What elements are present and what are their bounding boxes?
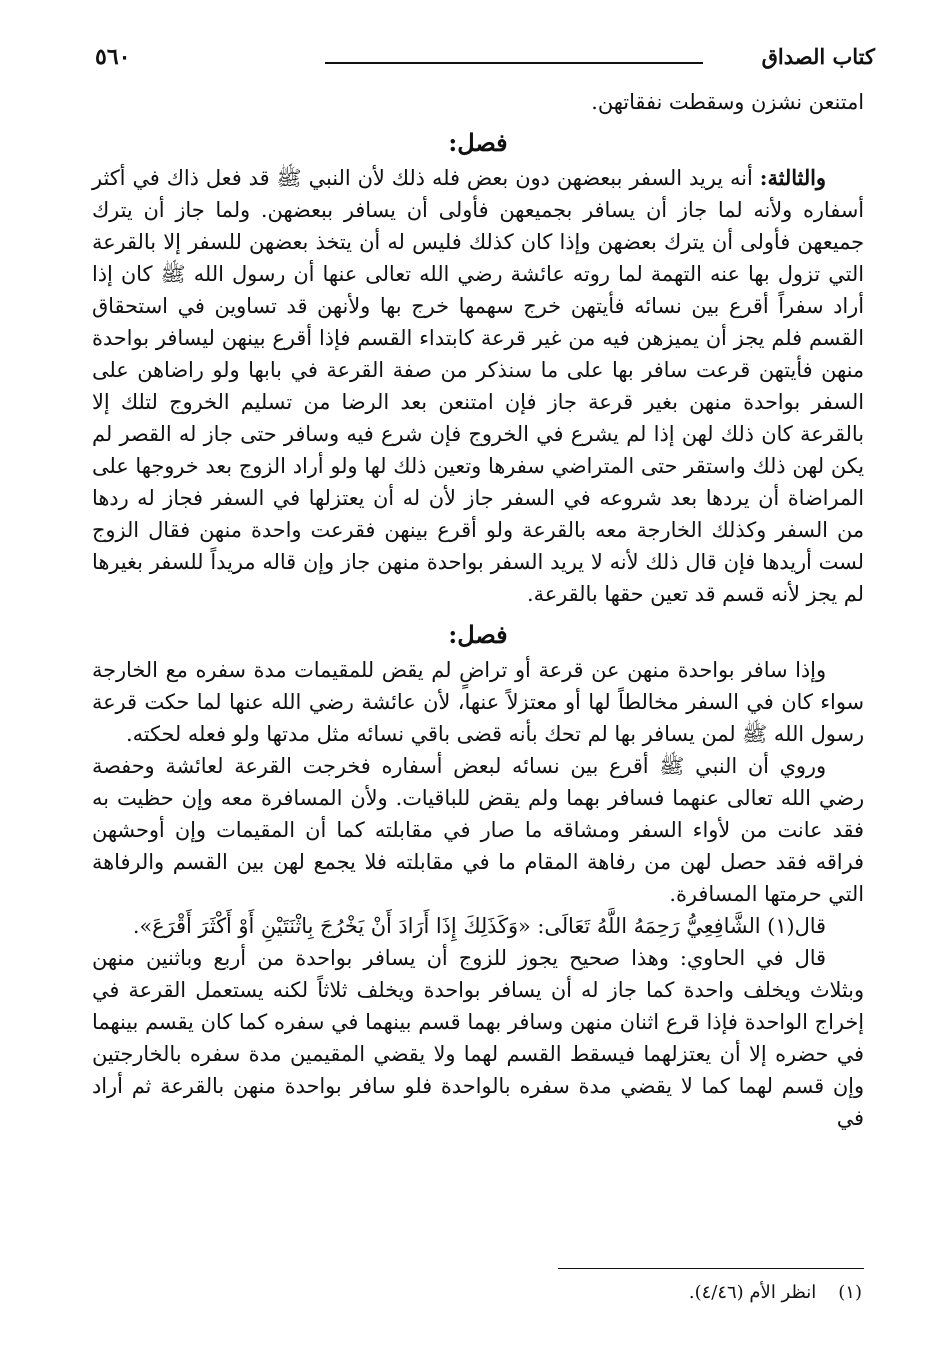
footnote xyxy=(400,1280,862,1306)
footnote-text: انظر الأم (٤/٤٦). xyxy=(688,1282,817,1303)
quoted-text: قال(١) الشَّافِعِيُّ رَحِمَهُ اللَّهُ تَعَالَى: «وَكَذَلِكَ إِذَا أَرَادَ أَنْ يَخْرُجَ بِاثْنَتَيْنِ أَوْ أَكْثَرَ أَقْرَعَ». xyxy=(132,914,826,938)
main-text xyxy=(92,86,864,1134)
page-number: ٥٦٠ xyxy=(95,44,131,70)
footnote-marker: (١) xyxy=(838,1282,862,1303)
paragraph: وروي أن النبي ﷺ أقرع بين نسائه لبعض أسفاره فخرجت القرعة لعائشة وحفصة رضي الله تعالى عنهما فسافر بهما ولم يقض للباقيات. ولأن المسافرة معه وإن حظيت به فقد عانت من لأواء السفر ومشاقه ما صار في مقابلته كما أن المقيمات وإن أوحشهن فراقه فقد حصل لهن من رفاهة المقام ما في مقابلته فلا يجمع لهن بين القسم والرفاهة التي حرمتها المسافرة. xyxy=(92,754,864,906)
paragraph: وإذا سافر بواحدة منهن عن قرعة أو تراضٍ لم يقض للمقيمات مدة سفره مع الخارجة سواء كان في السفر مخالطاً لها أو معتزلاً عنها، لأن عائشة رضي الله عنها لما حكت قرعة رسول الله ﷺ لمن يسافر بها لم تحك بأنه قضى باقي نسائه مثل مدتها ولو فعله لحكته. xyxy=(92,658,864,746)
page-header xyxy=(95,40,875,80)
section-title: فصل: xyxy=(448,128,508,157)
header-rule xyxy=(325,62,703,64)
paragraph xyxy=(92,162,864,610)
paragraph-text: أنه يريد السفر ببعضهن دون بعض فله ذلك لأن النبي ﷺ قد فعل ذاك في أكثر أسفاره ولأنه لما جاز أن يسافر بجميعهن فأولى أن يسافر ببعضهن. ولما جاز أن يترك جميعهن فأولى أن يترك بعضهن وإذا كان كذلك فليس له أن يتخذ بعضهن للسفر إلا بالقرعة التي تزول بها عنه التهمة لما روته عائشة رضي الله تعالى عنها أن رسول الله ﷺ كان إذا أراد سفراً أقرع بين نسائه فأيتهن خرج سهمها خرج بها ولأنهن قد تساوين في استحقاق القسم فلم يجز أن يميزهن فيه من غير قرعة كابتداء القسم فإذا أقرع بينهن ليسافر بواحدة منهن فأيتهن قرعت سافر بها على ما سنذكر من صفة القرعة في بابها ولو راضاهن على السفر بواحدة منهن بغير قرعة جاز فإن امتنعن بعد الرضا من تسليم الخروج لتلك إلا بالقرعة كان ذلك لهن إذا لم يشرع في الخروج فإن شرع فيه وسافر حتى جاز له القصر لم يكن لهن ذلك واستقر حتى المتراضي سفرها وتعين ذلك لها ولو أراد الزوج بعد خروجها على المراضاة أن يردها بعد شروعه في السفر جاز لأن له أن يعتزلها في السفر فجاز له ردها من السفر وكذلك الخارجة معه بالقرعة ولو أقرع بينهن فقرعت واحدة منهن فقال الزوج لست أريدها فإن قال ذلك لأنه لا يريد السفر بواحدة منهن جاز وإن قاله مريداً للسفر بغيرها لم يجز لأنه قسم قد تعين حقها بالقرعة. xyxy=(92,166,864,606)
paragraph-continuation: امتنعن نشزن وسقطت نفقاتهن. xyxy=(591,90,864,114)
book-title: كتاب الصداق xyxy=(761,44,875,69)
lead-word: والثالثة: xyxy=(759,165,826,190)
footnote-rule xyxy=(558,1268,864,1269)
section-title: فصل: xyxy=(448,620,508,649)
paragraph: قال في الحاوي: وهذا صحيح يجوز للزوج أن يسافر بواحدة من أربع وباثنين منهن وبثلاث ويخلف واحدة كما جاز له أن يسافر بواحدة ويخلف ثلاثاً لكنه يستعمل القرعة في إخراج الواحدة فإذا قرع اثنان منهن وسافر بهما قسم بينهما في سفره كما كان يقسم بينهما في حضره إلا أن يعتزلهما فيسقط القسم لهما ولا يقضي المقيمين مدة سفره بالخارجتين وإن قسم لهما كما لا يقضي مدة سفره بالواحدة فلو سافر بواحدة منهن بالقرعة ثم أراد في xyxy=(92,946,864,1130)
